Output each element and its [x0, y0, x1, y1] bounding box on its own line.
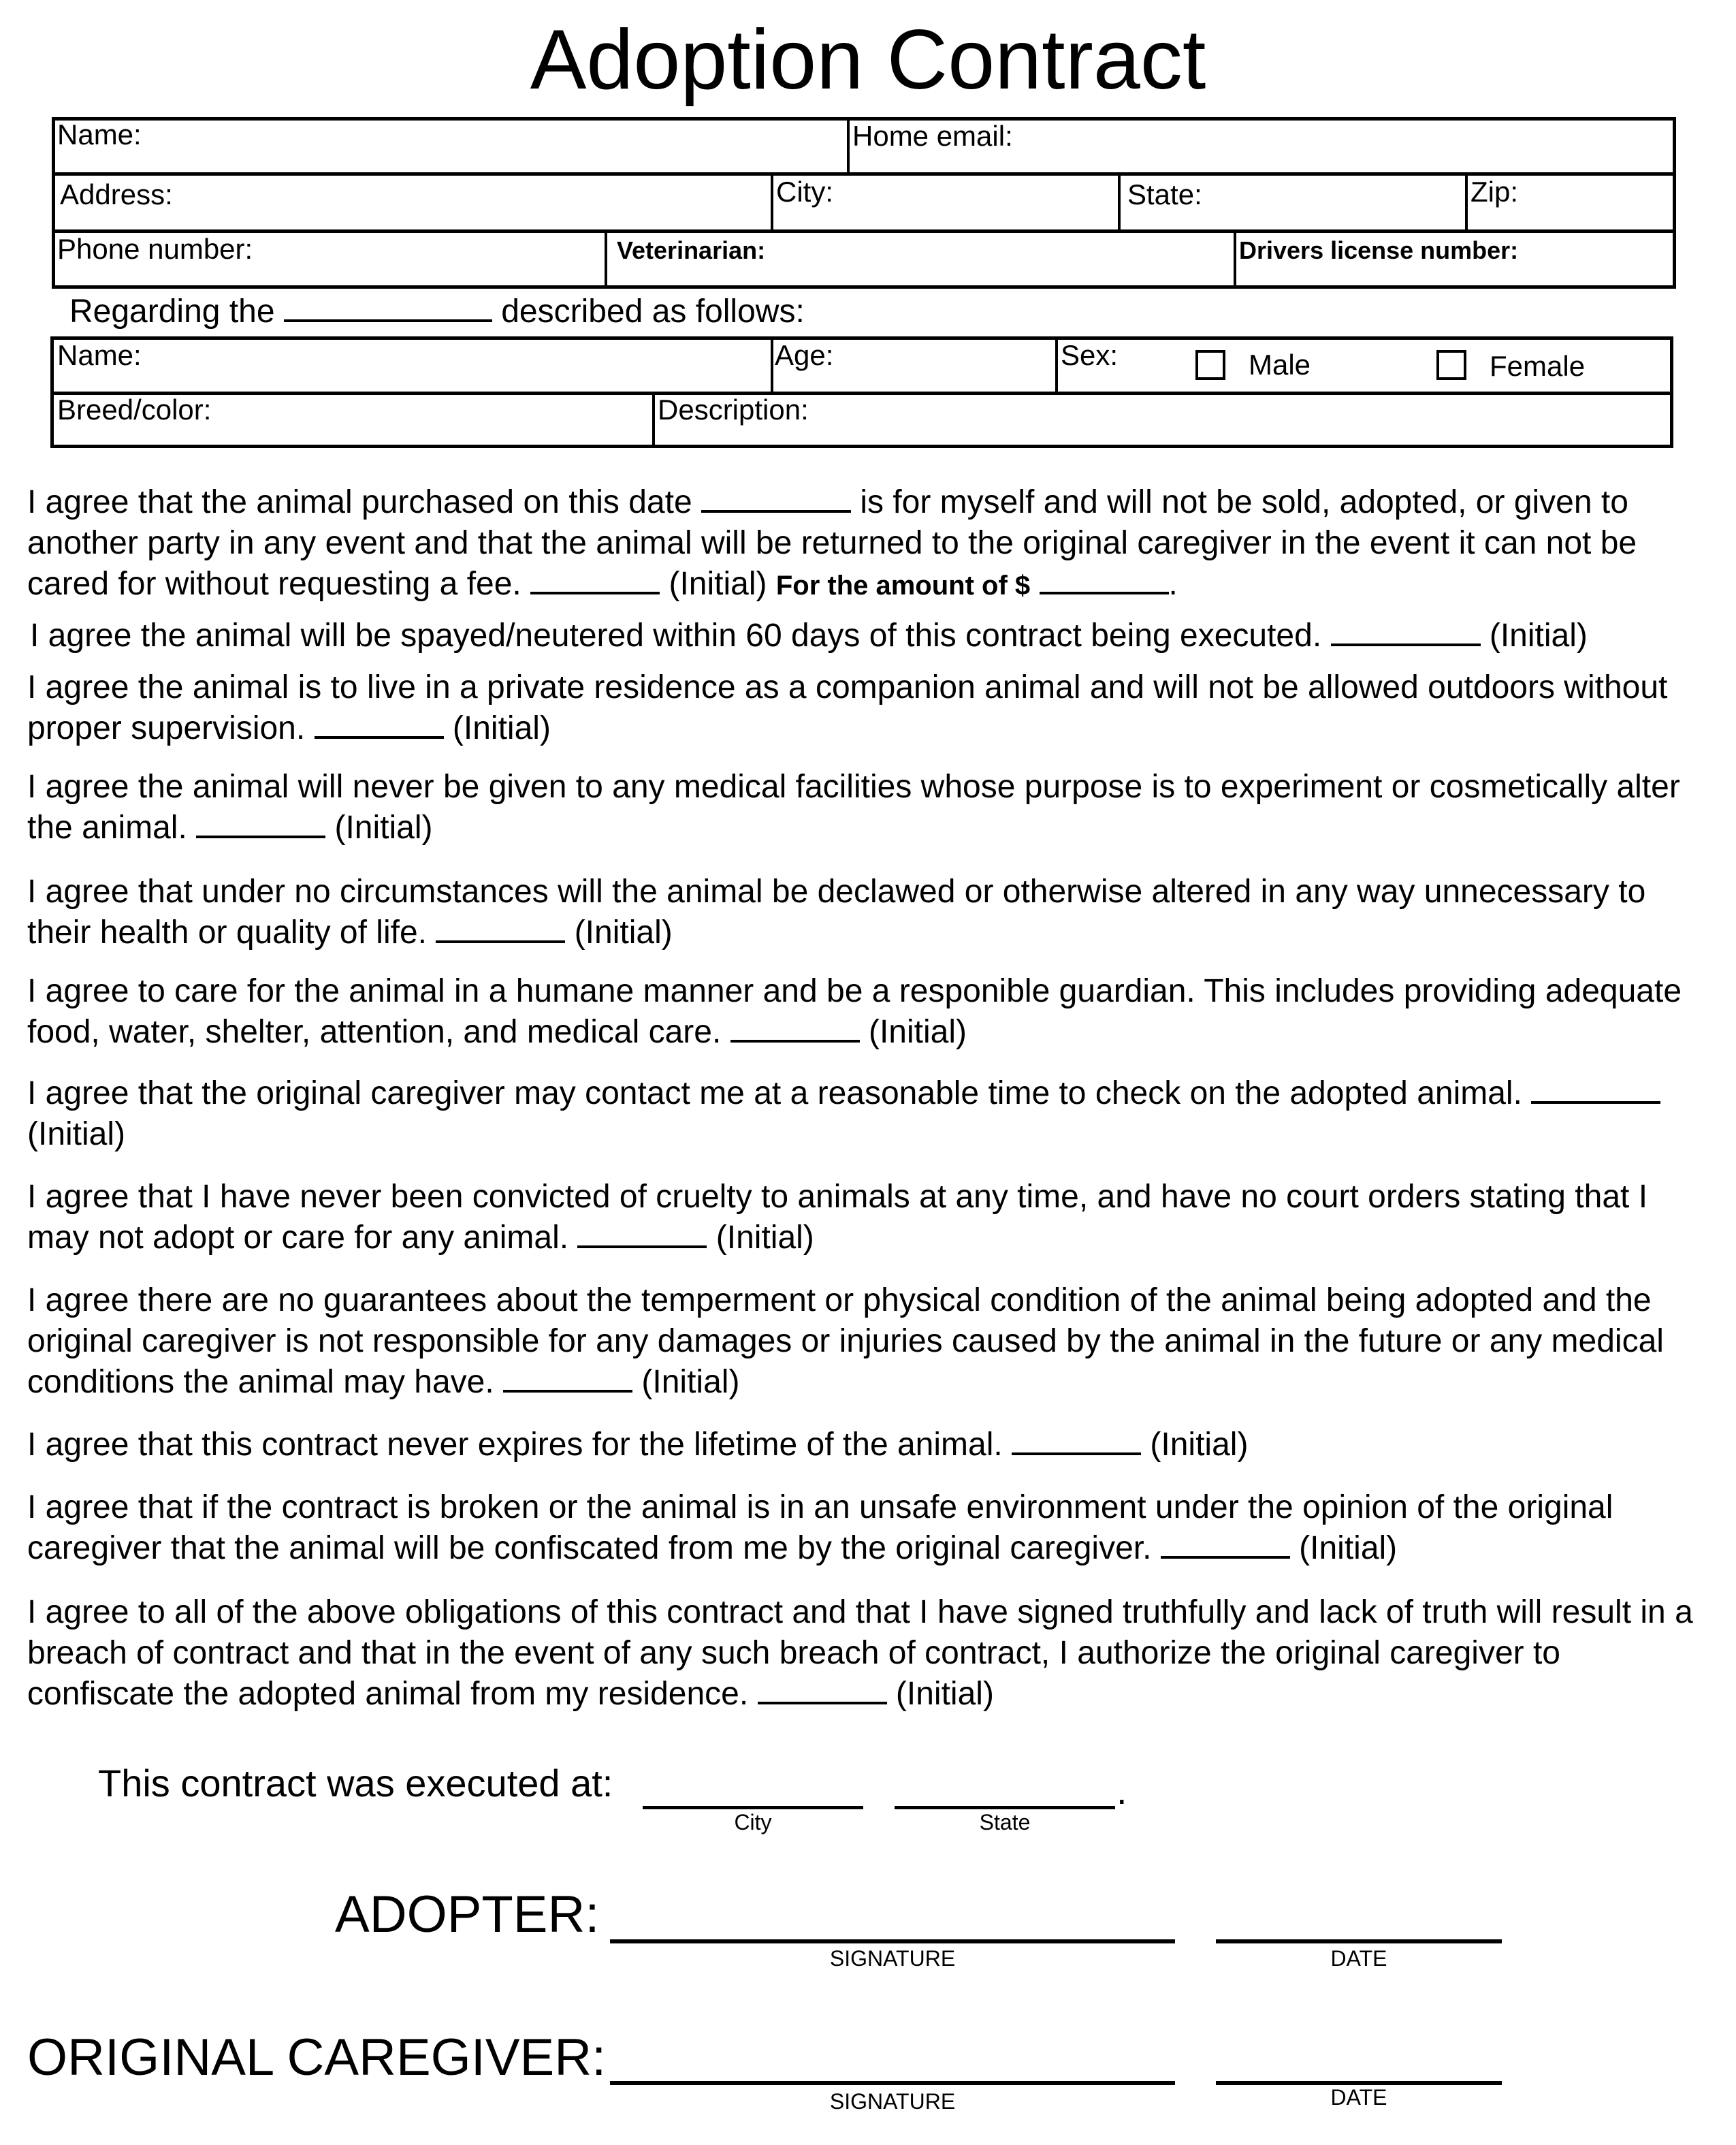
executed-end: . — [1116, 1769, 1127, 1812]
clause-spay-neuter — [30, 616, 1711, 656]
clause-no-guarantees — [27, 1280, 1709, 1403]
caregiver-label: ORIGINAL CAREGIVER: — [27, 2029, 607, 2086]
initial-label: (Initial) — [452, 710, 551, 746]
clause-text: I agree the animal will be spayed/neutered within 60 days of this contract being executed. — [30, 618, 1322, 654]
initial-blank[interactable] — [315, 709, 444, 739]
address-field[interactable]: Address: — [60, 178, 173, 210]
adopter-date-caption: DATE — [1330, 1946, 1387, 1971]
table-divider — [1055, 336, 1058, 394]
table-divider — [771, 174, 773, 232]
table-divider — [847, 117, 850, 174]
clause-contact — [27, 1073, 1709, 1155]
clause-text: I agree that I have never been convicted of cruelty to animals at any time, and have no court orders stating that I may not adopt or care for any animal. — [27, 1179, 1648, 1256]
initial-blank[interactable] — [1012, 1425, 1141, 1455]
clause-text: I agree there are no guarantees about the temperment or physical condition of the animal being adopted and the original caregiver is not responsible for any damages or injuries caused by the animal in the future or any medical conditions the animal may have. — [27, 1282, 1664, 1400]
initial-blank[interactable] — [530, 565, 660, 594]
clause-text: I agree that the animal purchased on this date — [27, 484, 692, 520]
page-title: Adoption Contract — [530, 13, 1206, 107]
initial-label: (Initial) — [868, 1014, 967, 1050]
female-checkbox[interactable] — [1436, 350, 1466, 380]
phone-field[interactable]: Phone number: — [57, 233, 253, 265]
state-field[interactable]: State: — [1127, 178, 1202, 210]
initial-label: (Initial) — [1489, 618, 1588, 654]
regarding-suffix: described as follows: — [501, 293, 805, 330]
executed-city-line[interactable] — [643, 1806, 863, 1809]
drivers-license-field[interactable]: Drivers license number: — [1239, 236, 1519, 264]
owner-name-field[interactable]: Name: — [57, 118, 142, 150]
sex-field-label: Sex: — [1061, 339, 1119, 371]
table-divider — [52, 229, 1676, 233]
caregiver-date-caption: DATE — [1330, 2085, 1387, 2110]
fee-amount-blank[interactable] — [1040, 565, 1169, 594]
initial-label: (Initial) — [669, 566, 767, 602]
initial-label: (Initial) — [27, 1116, 126, 1152]
regarding-prefix: Regarding the — [69, 293, 275, 330]
adopter-signature-caption: SIGNATURE — [829, 1946, 956, 1971]
fee-amount-label: For the amount of $ — [775, 571, 1031, 601]
initial-label: (Initial) — [716, 1220, 814, 1256]
animal-name-field[interactable]: Name: — [57, 339, 142, 371]
male-label: Male — [1249, 349, 1311, 381]
executed-at-label: This contract was executed at: — [98, 1762, 613, 1805]
clause-declaw — [27, 872, 1709, 953]
clause-humane-care — [27, 971, 1709, 1053]
clause-text: I agree that under no circumstances will the animal be declawed or otherwise altered in any way unnecessary to their health or quality of life. — [27, 874, 1646, 951]
description-field[interactable]: Description: — [658, 394, 809, 426]
veterinarian-field[interactable]: Veterinarian: — [617, 236, 766, 264]
adopter-signature-line[interactable] — [610, 1939, 1175, 1943]
date-blank[interactable] — [701, 483, 851, 513]
initial-blank[interactable] — [436, 913, 565, 943]
clause-residence — [27, 667, 1709, 749]
male-checkbox[interactable] — [1195, 350, 1225, 380]
initial-label: (Initial) — [1299, 1530, 1398, 1566]
clause-cruelty — [27, 1177, 1709, 1258]
table-divider — [1118, 174, 1121, 232]
clause-end: . — [1168, 566, 1178, 602]
clause-text: I agree that this contract never expires for the lifetime of the animal. — [27, 1427, 1003, 1463]
city-caption: City — [734, 1810, 772, 1834]
city-field[interactable]: City: — [776, 176, 833, 208]
clause-confiscation — [27, 1487, 1709, 1569]
initial-label: (Initial) — [574, 915, 673, 951]
clause-text: is for myself and will not be sold, adopted, or given to another party in any event and that the animal will be returned to the original caregiver in the event it can not be cared for without requesting a fee. — [27, 484, 1637, 602]
clause-text: I agree to care for the animal in a humane manner and be a responible guardian. This includes providing adequate food, water, shelter, attention, and medical care. — [27, 973, 1682, 1050]
home-email-field[interactable]: Home email: — [852, 120, 1013, 152]
adopter-label: ADOPTER: — [335, 1886, 600, 1943]
regarding-line — [69, 291, 805, 332]
executed-state-line[interactable] — [895, 1806, 1115, 1809]
caregiver-signature-caption: SIGNATURE — [829, 2089, 956, 2114]
initial-blank[interactable] — [577, 1218, 707, 1248]
clause-text: I agree to all of the above obligations of this contract and that I have signed truthfully and lack of truth will result in a breach of contract and that in the event of any such breach of contract, I authorize the original caregiver to confiscate the adopted animal from my residence. — [27, 1594, 1693, 1712]
clause-text: I agree the animal is to live in a private residence as a companion animal and will not be allowed outdoors without proper supervision. — [27, 669, 1668, 746]
initial-blank[interactable] — [730, 1013, 860, 1043]
table-divider — [52, 172, 1676, 176]
adopter-date-line[interactable] — [1216, 1939, 1502, 1943]
initial-label: (Initial) — [895, 1676, 994, 1712]
state-caption: State — [979, 1810, 1031, 1834]
initial-blank[interactable] — [1161, 1529, 1290, 1559]
initial-label: (Initial) — [641, 1364, 740, 1400]
breed-color-field[interactable]: Breed/color: — [57, 394, 212, 426]
initial-label: (Initial) — [334, 810, 433, 846]
animal-type-blank[interactable] — [284, 292, 492, 322]
initial-blank[interactable] — [1531, 1074, 1660, 1104]
initial-blank[interactable] — [1331, 616, 1481, 646]
clause-lifetime — [27, 1425, 1709, 1465]
table-divider — [605, 232, 607, 289]
age-field[interactable]: Age: — [775, 339, 834, 371]
initial-blank[interactable] — [758, 1674, 887, 1704]
clause-text: I agree that if the contract is broken or the animal is in an unsafe environment under the opinion of the original caregiver that the animal will be confiscated from me by the original caregiver. — [27, 1489, 1613, 1566]
table-divider — [1465, 174, 1468, 232]
clause-text: I agree the animal will never be given to any medical facilities whose purpose is to experiment or cosmetically alter the animal. — [27, 769, 1680, 846]
table-divider — [50, 392, 1673, 395]
initial-blank[interactable] — [196, 808, 325, 838]
clause-medical-facilities — [27, 767, 1709, 848]
zip-field[interactable]: Zip: — [1470, 176, 1519, 208]
initial-blank[interactable] — [503, 1363, 632, 1393]
clause-all-obligations — [27, 1592, 1709, 1715]
table-divider — [652, 394, 655, 448]
initial-label: (Initial) — [1150, 1427, 1249, 1463]
table-divider — [1234, 232, 1236, 289]
female-label: Female — [1490, 350, 1586, 382]
caregiver-signature-line[interactable] — [610, 2081, 1175, 2085]
clause-text: I agree that the original caregiver may contact me at a reasonable time to check on the adopted animal. — [27, 1075, 1522, 1111]
clause-purchase — [27, 482, 1709, 606]
table-divider — [771, 336, 773, 394]
